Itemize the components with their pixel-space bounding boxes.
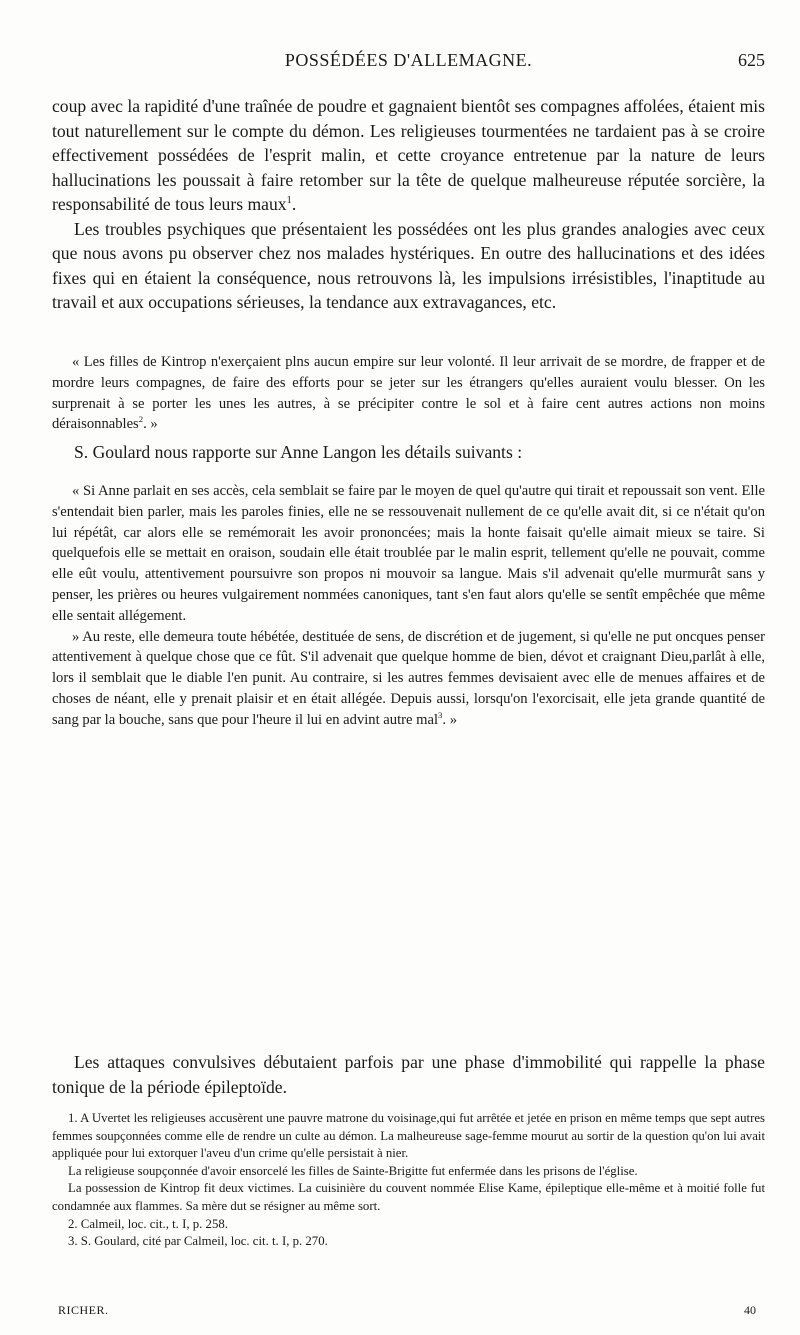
paragraph: Les attaques convulsives débutaient parfois par une phase d'immobilité qui rappelle la phase tonique de la période épileptoïde. xyxy=(52,1052,765,1097)
footnote-ref: 1 xyxy=(286,195,292,207)
footnote: 2. Calmeil, loc. cit., t. I, p. 258. xyxy=(68,1216,228,1231)
paragraph: Les troubles psychiques que présentaient les possédées ont les plus grandes analogies avec ceux que nous avons pu observer chez nos malades hystériques. En outre des hallucinations et des idées fixes qui en étaient la conséquence, nous retrouvons là, les impulsions irrésistibles, l'inaptitude au travail et aux occupations sérieuses, la tendance aux extravagances, etc. xyxy=(52,218,765,312)
footnote: 1. A Uvertet les religieuses accusèrent une pauvre matrone du voisinage,qui fut arrêtée et jetée en prison en même temps que sept autres femmes soupçonnées comme elle de rendre un culte au démon. La malheureuse sage-femme mourut au sortir de la question qu'on lui avait appliquée pour lui extorquer l'aveu d'un crime qu'elle persistait à nier. xyxy=(52,1111,765,1161)
punctuation: . » xyxy=(442,711,457,728)
footnote: 3. S. Goulard, cité par Calmeil, loc. cit. t. I, p. 270. xyxy=(68,1234,328,1249)
body-text-block-1 xyxy=(52,94,765,315)
body-text-block-2 xyxy=(52,440,765,465)
footnote-ref: 3 xyxy=(438,709,443,720)
paragraph: S. Goulard nous rapporte sur Anne Langon les détails suivants : xyxy=(74,442,523,462)
quote-text: » Au reste, elle demeura toute hébétée, destituée de sens, de discrétion et de jugement, si qu'elle ne put oncques penser attentivement à quelque chose que ce fût. S'il advenait que quelque homme de bien, dévot et craignant Dieu,parlât à elle, lors il semblait que le diable l'en punit. Au contraire, si les autres femmes devisaient avec elle de menues affaires et de choses de néant, elle y prenait plaisir et en était allégée. Depuis aussi, lorsqu'on l'exorcisait, elle jeta grande quantité de sang par la bouche, sans que pour l'heure il lui en advint autre mal xyxy=(52,628,765,728)
quote-block-2 xyxy=(52,481,765,731)
quote-paragraph xyxy=(52,352,765,435)
page-footer xyxy=(58,1303,756,1323)
quote-paragraph xyxy=(52,627,765,731)
printer-signature: RICHER. xyxy=(58,1303,109,1317)
paragraph xyxy=(52,94,765,217)
page-number: 625 xyxy=(738,50,765,70)
quote-block-1 xyxy=(52,352,765,435)
running-title: POSSÉDÉES D'ALLEMAGNE. xyxy=(284,50,533,70)
footnote-ref: 2 xyxy=(138,414,144,425)
body-text-block-3 xyxy=(52,1050,765,1099)
quote-text: « Les filles de Kintrop n'exerçaient plns aucun empire sur leur volonté. Il leur arrivait de se mordre, de frapper et de mordre leurs compagnes, de faire des efforts pour se jeter sur les étrangers qu'elles auraient voulu blesser. On les surprenait à se porter les unes les autres, à se précipiter contre le sol et à faire cent autres actions non moins déraisonnables xyxy=(52,354,765,433)
footnotes xyxy=(52,1110,765,1251)
punctuation: . xyxy=(291,194,297,214)
sheet-number: 40 xyxy=(744,1303,756,1317)
paragraph-text: coup avec la rapidité d'une traînée de poudre et gagnaient bientôt ses compagnes affolées, étaient mis tout naturellement sur le compte du démon. Les religieuses tourmentées ne tardaient pas à se croire effectivement possédées de l'esprit malin, et cette croyance entretenue par la nature de leurs hallucinations les poussait à faire retomber sur la tête de quelque malheureuse réputée sorcière, la responsabilité de tous leurs maux xyxy=(52,96,765,214)
running-header xyxy=(52,48,765,78)
footnote: La religieuse soupçonnée d'avoir ensorcelé les filles de Sainte-Brigitte fut enfermée dans les prisons de l'église. xyxy=(68,1163,638,1178)
punctuation: . » xyxy=(143,416,158,433)
footnote: La possession de Kintrop fit deux victimes. La cuisinière du couvent nommée Elise Kame, épileptique elle-même et à moitié folle fut condamnée aux flammes. Sa mère dut se résigner au même sort. xyxy=(52,1181,765,1213)
quote-paragraph: « Si Anne parlait en ses accès, cela semblait se faire par le moyen de quel qu'autre qui tirait et repoussait son vent. Elle s'entendait bien parler, mais les paroles finies, elle ne se ressouvenait nullement de ce qu'elle avait dit, si ce n'était qu'on lui répétât, car alors elle se remémorait les avoir prononcées; mais la honte faisait qu'elle aimait mieux se taire. Si quelquefois elle se mettait en oraison, soudain elle était troublée par le malin esprit, tellement qu'elle ne pouvait, comme elle eût voulu, attentivement poursuivre son propos ni mouvoir sa langue. Mais s'il advenait qu'elle murmurât sans y penser, les prières ou heures vulgairement nommées canoniques, tant s'en faut alors qu'elle se sentît empêchée que même elle sentait allégement. xyxy=(52,483,765,624)
